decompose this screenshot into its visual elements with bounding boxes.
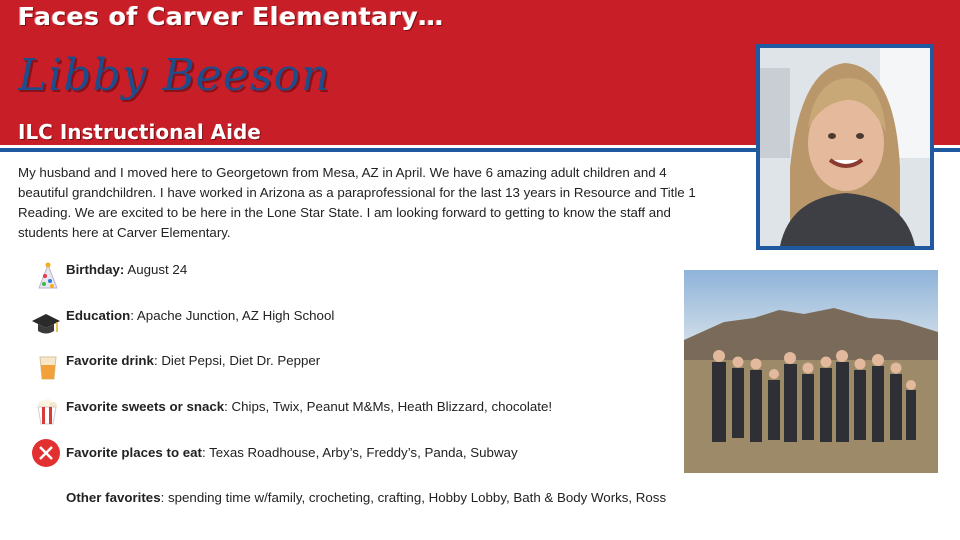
favorite-birthday (66, 262, 187, 277)
favorite-label: Favorite places to eat (66, 445, 202, 460)
drink-cup-icon (34, 353, 62, 381)
page-title: Faces of Carver Elementary… (18, 2, 444, 31)
favorite-value: : Diet Pepsi, Diet Dr. Pepper (153, 353, 321, 368)
favorite-value: : Apache Junction, AZ High School (130, 308, 335, 323)
party-hat-icon (34, 262, 62, 290)
favorite-label: Favorite sweets or snack (66, 399, 225, 414)
favorite-drink (66, 353, 320, 368)
staff-name: Libby Beeson (18, 50, 331, 101)
favorite-label: Education (66, 308, 131, 323)
favorite-value: August 24 (124, 262, 188, 277)
favorite-label: Birthday: (66, 262, 125, 277)
favorite-education (66, 308, 334, 323)
popcorn-icon (33, 397, 61, 425)
favorite-value: : Texas Roadhouse, Arby’s, Freddy’s, Panda, Subway (201, 445, 518, 460)
portrait-photo (756, 44, 934, 250)
favorite-value: : Chips, Twix, Peanut M&Ms, Heath Blizzard, chocolate! (224, 399, 553, 414)
favorite-value: : spending time w/family, crocheting, crafting, Hobby Lobby, Bath & Body Works, Ross (160, 490, 667, 505)
staff-role: ILC Instructional Aide (18, 120, 261, 144)
favorite-places (66, 445, 518, 460)
fork-knife-icon (31, 438, 59, 466)
favorite-label: Other favorites (66, 490, 161, 505)
favorite-other (66, 490, 666, 505)
favorite-label: Favorite drink (66, 353, 154, 368)
family-photo (684, 270, 938, 473)
graduation-cap-icon (31, 308, 59, 336)
bio-paragraph: My husband and I moved here to Georgetown from Mesa, AZ in April. We have 6 amazing adult children and 4 beautiful grandchildren. I have worked in Arizona as a paraprofessional for the last 13 years in Resource and Title 1 Reading. We are excited to be here in the Lone Star State. I am looking forward to getting to know the staff and students here at Carver Elementary. (18, 165, 696, 240)
favorite-snack (66, 399, 552, 414)
